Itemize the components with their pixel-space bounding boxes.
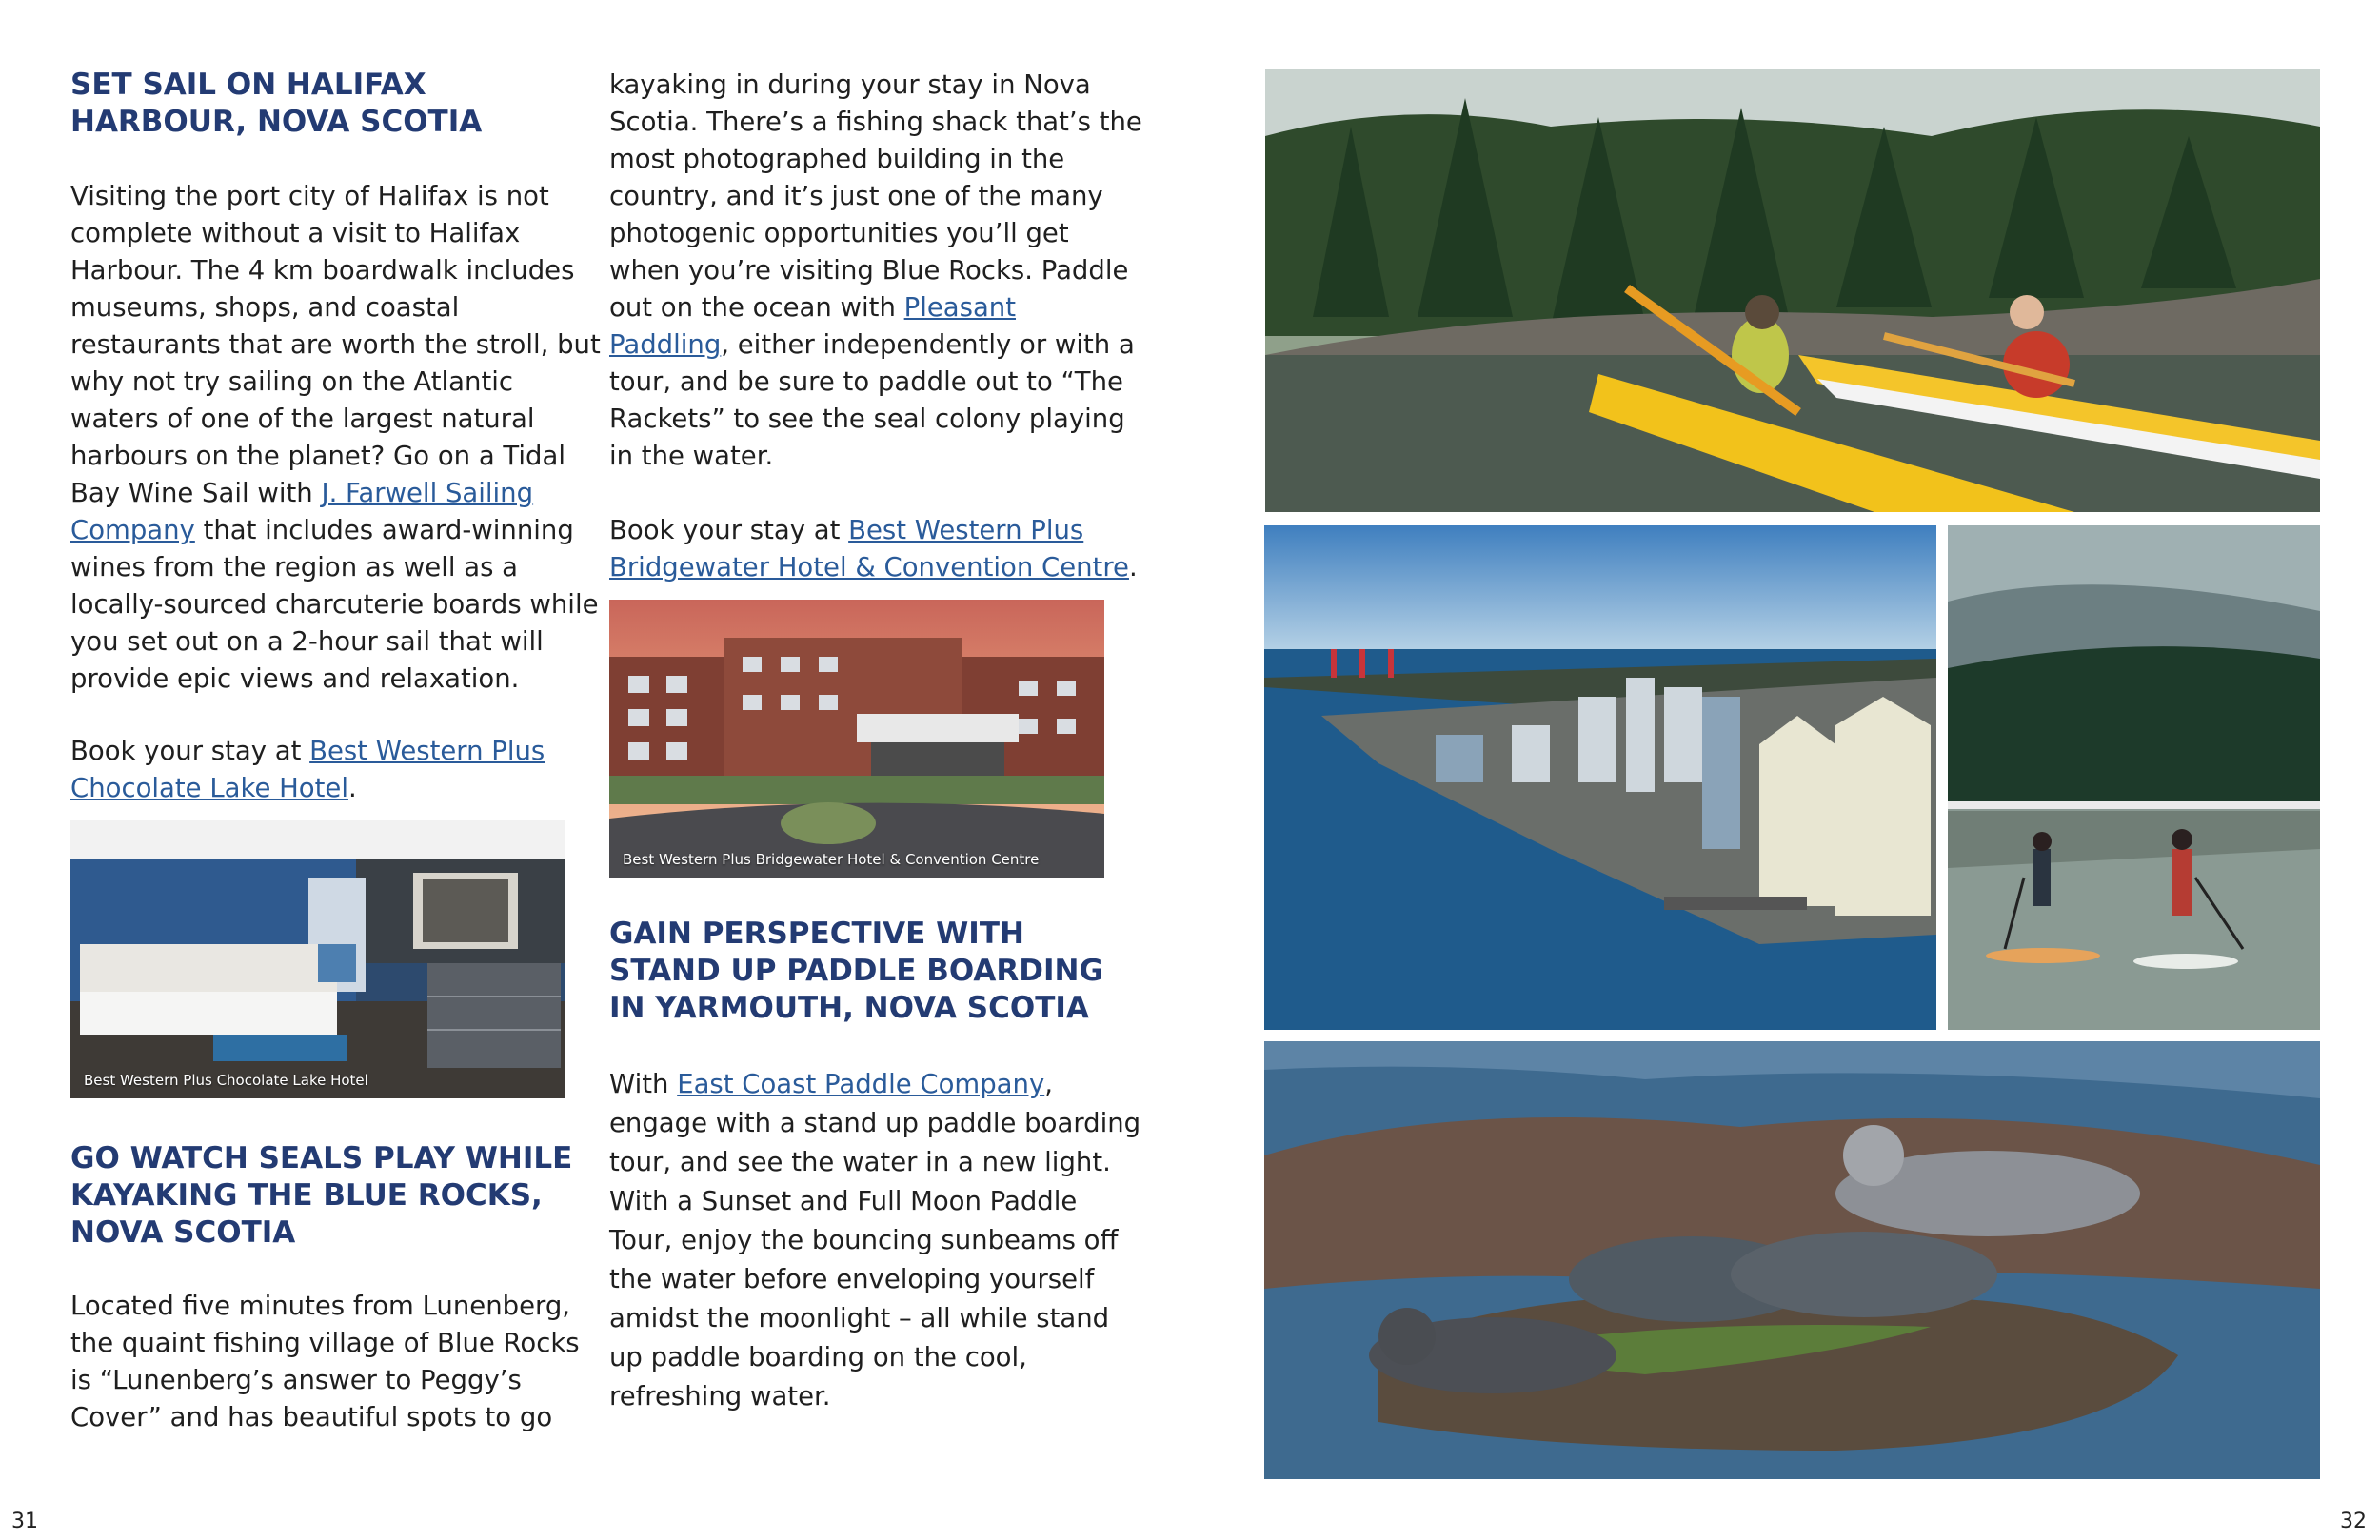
link-bridgewater-hotel[interactable]: Best Western Plus Bridgewater Hotel & Convention Centre — [609, 515, 1129, 582]
seals-on-rock-photo — [1264, 1041, 2320, 1479]
seals-image — [1264, 1041, 2320, 1479]
hotel-exterior-image — [609, 600, 1104, 878]
section-body-yarmouth: With East Coast Paddle Company, engage with a stand up paddle boarding tour, and see the water in a new light. With a Sunset and Full Moon Paddle Tour, enjoy the bouncing sunbeams off the water before enveloping yourself amidst the moonlight – all while stand up paddle boarding on the cool, refreshing water. — [609, 1069, 1141, 1412]
section-body-blue-rocks-part1: Located five minutes from Lunenberg, the quaint fishing village of Blue Rocks is “Lunenberg’s answer to Peggy’s Cover” and has beautiful spots to go — [70, 1291, 580, 1432]
hotel-room-image — [70, 820, 565, 1098]
right-text-column — [609, 67, 1142, 1416]
link-east-coast-paddle[interactable]: East Coast Paddle Company — [677, 1069, 1045, 1099]
paddle-board-image — [1948, 525, 2320, 1030]
book-stay-chocolate-lake: Book your stay at Best Western Plus Chocolate Lake Hotel. — [70, 736, 545, 803]
kayakers-photo — [1265, 69, 2320, 512]
section-title-halifax: SET SAIL ON HALIFAX HARBOUR, NOVA SCOTIA — [70, 68, 483, 139]
link-chocolate-lake-hotel[interactable]: Best Western Plus Chocolate Lake Hotel — [70, 736, 545, 803]
halifax-aerial-image — [1264, 525, 1936, 1030]
link-j-farwell-sailing[interactable]: J. Farwell Sailing Company — [70, 478, 534, 545]
hotel-room-photo — [70, 820, 565, 1098]
left-text-column — [70, 67, 604, 1436]
kayakers-image — [1265, 69, 2320, 512]
halifax-aerial-photo — [1264, 525, 1936, 1030]
page-number-left: 31 — [11, 1510, 38, 1533]
photo-caption-chocolate-lake: Best Western Plus Chocolate Lake Hotel — [84, 1072, 368, 1089]
section-body-blue-rocks-part2: kayaking in during your stay in Nova Scotia. There’s a fishing shack that’s the most photographed building in the country, and it’s just one of the many photogenic opportunities you’ll get when you’re visiting Blue Rocks. Paddle out on the ocean with Pleasant Paddling, either independently or with a tour, and be sure to paddle out to “The Rackets” to see the seal colony playing in the water. — [609, 69, 1142, 471]
section-title-blue-rocks: GO WATCH SEALS PLAY WHILE KAYAKING THE BLUE ROCKS, NOVA SCOTIA — [70, 1141, 573, 1250]
paddle-board-photo — [1948, 525, 2320, 1030]
book-stay-bridgewater: Book your stay at Best Western Plus Bridgewater Hotel & Convention Centre. — [609, 515, 1138, 582]
page-number-right: 32 — [2340, 1510, 2367, 1533]
hotel-exterior-photo — [609, 600, 1104, 878]
section-body-halifax: Visiting the port city of Halifax is not complete without a visit to Halifax Harbour. The 4 km boardwalk includes museums, shops, and coastal restaurants that are worth the stroll, but why not try sailing on the Atlantic waters of one of the largest natural harbours on the planet? Go on a Tidal Bay Wine Sail with J. Farwell Sailing Company that includes award-winning wines from the region as well as a locally-sourced charcuterie boards while you set out on a 2-hour sail that will provide epic views and relaxation. — [70, 181, 601, 694]
photo-caption-bridgewater: Best Western Plus Bridgewater Hotel & Convention Centre — [623, 851, 1040, 868]
section-title-yarmouth: GAIN PERSPECTIVE WITH STAND UP PADDLE BOARDING IN YARMOUTH, NOVA SCOTIA — [609, 917, 1103, 1025]
link-pleasant-paddling[interactable]: Pleasant Paddling — [609, 292, 1017, 360]
